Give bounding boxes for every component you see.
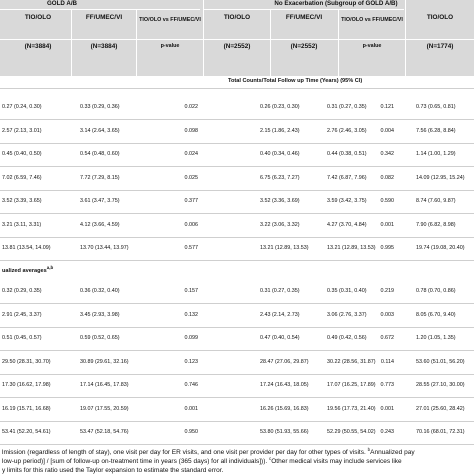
row-divider: [0, 213, 474, 214]
table-cell: 17.24 (16.43, 18.05): [260, 382, 309, 388]
table-cell: 53.41 (52.20, 54.61): [2, 429, 51, 435]
col-header-ff-umec-vi: FF/UMEC/VI: [85, 14, 123, 21]
table-cell: 13.21 (12.89, 13.53): [260, 245, 309, 251]
footnote-line-2: low-up period)] / [sum of follow-up on-treatment time in years (365 days) for all individuals])). $^c$Other medical visits may include services like: [2, 455, 402, 465]
table-cell: 30.22 (28.56, 31.87): [327, 358, 376, 365]
table-cell: 0.31 (0.27, 0.35): [327, 104, 367, 110]
table-cell: 0.73 (0.65, 0.81): [416, 104, 456, 110]
table-cell: 30.89 (29.61, 32.16): [80, 358, 129, 365]
row-divider: [0, 374, 474, 375]
footnote-line-1: lmission (regardless of length of stay), one visit per day for ER visits, and one visit per provider per day for other types of visits. $^b$Annualized pay: [2, 446, 415, 456]
col-header-p-value: p-value: [160, 43, 180, 49]
table-cell: 0.006: [184, 221, 198, 228]
row-divider: [0, 190, 474, 191]
table-cell: 0.003: [380, 311, 394, 318]
row-divider: [0, 444, 474, 445]
row-divider: [0, 143, 474, 144]
table-cell: 52.29 (50.55, 54.02): [327, 429, 376, 435]
table-cell: 7.72 (7.29, 8.15): [80, 174, 120, 181]
table-cell: 0.001: [380, 221, 394, 228]
table-cell: 7.02 (6.59, 7.46): [2, 174, 42, 181]
col-header-n: (N=1774): [426, 43, 454, 50]
table-cell: 0.577: [184, 245, 198, 251]
table-cell: 3.14 (2.64, 3.65): [80, 127, 120, 134]
table-cell: 0.78 (0.70, 0.86): [416, 288, 456, 294]
group-header-gold-ab: GOLD A/B: [46, 0, 78, 7]
table-cell: 0.950: [184, 429, 198, 435]
table-cell: 0.121: [380, 104, 394, 110]
footnote-line-3: y limits for this ratio used the Taylor expansion to estimate the standard error.: [2, 467, 224, 474]
table-cell: 19.74 (19.08, 20.40): [416, 245, 465, 251]
table-cell: 0.27 (0.24, 0.30): [2, 104, 42, 110]
col-header-p-value: p-value: [362, 43, 382, 49]
row-divider: [0, 237, 474, 238]
table-cell: 28.55 (27.10, 30.00): [416, 382, 465, 388]
row-divider: [0, 421, 474, 422]
table-cell: 27.01 (25.60, 28.42): [416, 405, 465, 412]
table-cell: 13.81 (13.54, 14.09): [2, 245, 51, 251]
table-cell: 2.43 (2.14, 2.73): [260, 311, 300, 318]
table-cell: 0.746: [184, 382, 198, 388]
table-cell: 0.773: [380, 382, 394, 388]
table-cell: 2.76 (2.46, 3.05): [327, 127, 367, 134]
col-header-ff-umec-vi: FF/UMEC/VI: [285, 14, 323, 21]
table-cell: 0.59 (0.52, 0.65): [80, 335, 120, 341]
table-cell: 0.004: [380, 127, 394, 134]
table-cell: 14.09 (12.95, 15.24): [416, 174, 465, 181]
group-header-no-exacerbation: No Exacerbation (Subgroup of GOLD A/B): [274, 0, 398, 7]
table-cell: 0.082: [380, 174, 394, 181]
table-cell: 0.31 (0.27, 0.35): [260, 288, 300, 294]
table-cell: 0.672: [380, 335, 394, 341]
table-cell: 53.80 (51.93, 55.66): [260, 429, 309, 435]
table-cell: 0.47 (0.40, 0.54): [260, 335, 300, 341]
table-cell: 28.47 (27.06, 29.87): [260, 358, 309, 365]
table-cell: 7.42 (6.87, 7.96): [327, 174, 367, 181]
table-cell: 0.024: [184, 151, 198, 157]
table-cell: 3.52 (3.36, 3.69): [260, 198, 300, 204]
table-cell: 17.30 (16.62, 17.98): [2, 382, 51, 388]
col-header-n: (N=2552): [290, 43, 318, 50]
table-cell: 0.377: [184, 198, 198, 204]
table-cell: 0.44 (0.38, 0.51): [327, 151, 367, 157]
table-cell: 0.26 (0.23, 0.30): [260, 104, 300, 110]
table-cell: 70.16 (68.01, 72.31): [416, 429, 465, 435]
table-cell: 3.61 (3.47, 3.75): [80, 198, 120, 204]
table-cell: 2.57 (2.13, 3.01): [2, 127, 42, 134]
table-cell: 19.56 (17.73, 21.40): [327, 405, 376, 412]
table-cell: 0.022: [184, 104, 198, 110]
col-header-tio-olo: TIO/OLO: [24, 14, 52, 21]
table-cell: 0.001: [184, 405, 198, 412]
table-cell: 3.22 (3.06, 3.32): [260, 221, 300, 228]
row-divider: [0, 166, 474, 167]
table-cell: 0.342: [380, 151, 394, 157]
table-cell: 4.27 (3.70, 4.84): [327, 221, 367, 228]
section-title-total-counts: Total Counts/Total Follow up Time (Years) (95% CI): [228, 78, 363, 84]
table-cell: 4.12 (3.66, 4.59): [80, 221, 120, 228]
row-divider: [0, 119, 474, 120]
col-header-tio-olo: TIO/OLO: [223, 14, 251, 21]
table-cell: 3.06 (2.76, 3.37): [327, 311, 367, 318]
table-cell: 0.51 (0.45, 0.57): [2, 335, 42, 341]
row-divider: [0, 260, 474, 261]
table-cell: 1.20 (1.05, 1.35): [416, 335, 456, 341]
table-cell: 0.114: [380, 358, 394, 365]
table-cell: 0.35 (0.31, 0.40): [327, 288, 367, 294]
table-cell: 0.40 (0.34, 0.46): [260, 151, 300, 157]
table-cell: 3.45 (2.93, 3.98): [80, 311, 120, 318]
table-cell: 0.45 (0.40, 0.50): [2, 151, 42, 157]
section-title-annualized: ualized averages$^{a,b}$: [2, 265, 54, 274]
table-cell: 3.21 (3.11, 3.31): [2, 221, 42, 228]
table-cell: 0.32 (0.29, 0.35): [2, 288, 42, 294]
table-cell: 3.52 (3.39, 3.65): [2, 198, 42, 204]
table-cell: 0.590: [380, 198, 394, 204]
table-cell: 0.123: [184, 358, 198, 365]
table-cell: 13.70 (13.44, 13.97): [80, 245, 129, 251]
col-header-n: (N=3884): [90, 43, 118, 50]
table-cell: 17.14 (16.45, 17.83): [80, 382, 129, 388]
row-divider: [0, 303, 474, 304]
table-cell: 2.15 (1.86, 2.43): [260, 127, 300, 134]
table-cell: 7.90 (6.82, 8.98): [416, 221, 456, 228]
col-header-comparison: TIO/OLO vs FF/UMEC/VI: [139, 17, 201, 23]
table-header: [0, 0, 474, 76]
table-cell: 53.47 (52.18, 54.76): [80, 429, 129, 435]
table-cell: 3.59 (3.42, 3.75): [327, 198, 367, 204]
col-header-tio-olo: TIO/OLO: [426, 14, 454, 21]
table-cell: 0.54 (0.48, 0.60): [80, 151, 120, 157]
table-cell: 29.50 (28.31, 30.70): [2, 358, 51, 365]
row-divider: [0, 350, 474, 351]
table-cell: 53.60 (51.01, 56.20): [416, 358, 465, 365]
table-cell: 0.36 (0.32, 0.40): [80, 288, 120, 294]
table-cell: 19.07 (17.55, 20.59): [80, 405, 129, 412]
col-header-n: (N=2552): [223, 43, 251, 50]
table-cell: 2.91 (2.45, 3.37): [2, 311, 42, 318]
col-header-n: (N=3884): [24, 43, 52, 50]
table-cell: 0.001: [380, 405, 394, 412]
table-cell: 0.33 (0.29, 0.36): [80, 104, 120, 110]
col-header-comparison: TIO/OLO vs FF/UMEC/VI: [341, 17, 403, 23]
table-cell: 0.132: [184, 311, 198, 318]
table-cell: 0.995: [380, 245, 394, 251]
table-cell: 8.05 (6.70, 9.40): [416, 311, 456, 318]
table-cell: 8.74 (7.60, 9.87): [416, 198, 456, 204]
table-cell: 0.243: [380, 429, 394, 435]
table-cell: 0.157: [184, 288, 198, 294]
table-cell: 1.14 (1.00, 1.29): [416, 151, 456, 157]
table-cell: 0.099: [184, 335, 198, 341]
table-cell: 13.21 (12.89, 13.53): [327, 245, 376, 251]
table-cell: 6.75 (6.23, 7.27): [260, 174, 300, 181]
table-cell: 0.49 (0.42, 0.56): [327, 335, 367, 341]
table-cell: 0.219: [380, 288, 394, 294]
row-divider: [0, 397, 474, 398]
table-cell: 0.025: [184, 174, 198, 181]
table-cell: 0.098: [184, 127, 198, 134]
table-cell: 16.19 (15.71, 16.68): [2, 405, 51, 412]
table-cell: 7.56 (6.28, 8.84): [416, 127, 456, 134]
table-cell: 16.26 (15.69, 16.83): [260, 405, 309, 412]
row-divider: [0, 327, 474, 328]
table-cell: 17.07 (16.25, 17.89): [327, 382, 376, 388]
